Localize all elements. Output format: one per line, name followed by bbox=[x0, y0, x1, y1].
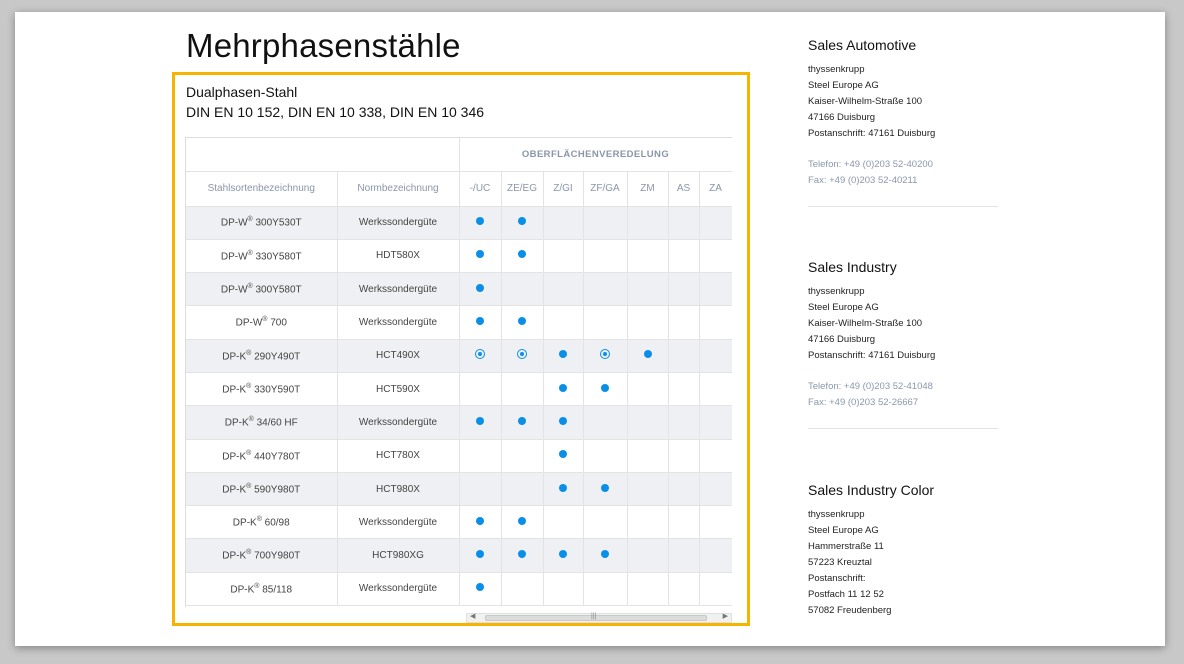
available-dot-icon bbox=[476, 217, 484, 225]
section-title: Dualphasen-Stahl bbox=[186, 84, 298, 100]
coating-cell bbox=[627, 472, 668, 505]
address-line: Postanschrift: 47161 Duisburg bbox=[808, 350, 936, 361]
coating-cell bbox=[501, 206, 543, 239]
coating-cell bbox=[459, 206, 501, 239]
column-header: Normbezeichnung bbox=[337, 171, 459, 206]
coating-cell bbox=[627, 372, 668, 405]
coating-cell bbox=[668, 572, 699, 605]
address-line: Kaiser-Wilhelm-Straße 100 bbox=[808, 96, 923, 107]
column-header: ZA bbox=[699, 171, 732, 206]
coating-cell bbox=[583, 239, 627, 272]
available-dot-icon bbox=[518, 417, 526, 425]
column-header: Stahlsortenbezeichnung bbox=[186, 171, 337, 206]
coating-cell bbox=[583, 306, 627, 339]
coating-cell bbox=[699, 506, 732, 539]
norm-cell: HCT490X bbox=[337, 339, 459, 372]
coating-cell bbox=[501, 572, 543, 605]
coating-cell bbox=[627, 439, 668, 472]
available-dot-icon bbox=[601, 550, 609, 558]
address-line: Postanschrift: 47161 Duisburg bbox=[808, 128, 936, 139]
coating-cell bbox=[459, 572, 501, 605]
coating-cell bbox=[668, 539, 699, 572]
coating-cell bbox=[459, 506, 501, 539]
address-line: Hammerstraße 11 bbox=[808, 541, 884, 552]
sales-industry-title: Sales Industry bbox=[808, 259, 897, 275]
coating-cell bbox=[627, 406, 668, 439]
coating-cell bbox=[501, 239, 543, 272]
coating-cell bbox=[459, 306, 501, 339]
address-line: Steel Europe AG bbox=[808, 302, 879, 313]
coating-cell bbox=[699, 306, 732, 339]
coating-cell bbox=[668, 273, 699, 306]
coating-cell bbox=[699, 273, 732, 306]
coating-cell bbox=[699, 572, 732, 605]
available-dot-icon bbox=[518, 550, 526, 558]
address-line: Kaiser-Wilhelm-Straße 100 bbox=[808, 318, 923, 329]
available-dot-icon bbox=[559, 550, 567, 558]
norm-cell: Werkssondergüte bbox=[337, 306, 459, 339]
coating-cell bbox=[543, 372, 583, 405]
sales-industry-color-card bbox=[808, 482, 998, 619]
coating-cell bbox=[543, 206, 583, 239]
available-dot-icon bbox=[518, 517, 526, 525]
fax-text: Fax: +49 (0)203 52-40211 bbox=[808, 175, 918, 186]
address-line: 57082 Freudenberg bbox=[808, 605, 892, 616]
available-dot-icon bbox=[559, 484, 567, 492]
available-dot-icon bbox=[476, 417, 484, 425]
column-header: ZF/GA bbox=[583, 171, 627, 206]
scroll-left-arrow-icon[interactable]: ◀ bbox=[470, 613, 476, 620]
available-dot-icon bbox=[559, 450, 567, 458]
available-dot-icon bbox=[559, 384, 567, 392]
table-row bbox=[186, 339, 732, 372]
norm-cell: HCT980XG bbox=[337, 539, 459, 572]
coating-cell bbox=[627, 339, 668, 372]
table-row bbox=[186, 206, 732, 239]
coating-cell bbox=[627, 206, 668, 239]
available-dot-icon bbox=[476, 550, 484, 558]
coating-cell bbox=[583, 506, 627, 539]
available-dot-icon bbox=[644, 350, 652, 358]
coating-cell bbox=[583, 439, 627, 472]
steel-grade-cell: DP-W® 700 bbox=[186, 306, 337, 339]
coating-cell bbox=[459, 273, 501, 306]
sidebar-divider bbox=[808, 428, 998, 429]
coating-cell bbox=[627, 539, 668, 572]
coating-cell bbox=[583, 273, 627, 306]
steel-grade-cell: DP-K® 60/98 bbox=[186, 506, 337, 539]
coating-cell bbox=[699, 206, 732, 239]
coating-cell bbox=[668, 372, 699, 405]
coating-cell bbox=[543, 273, 583, 306]
steel-grade-cell: DP-W® 300Y530T bbox=[186, 206, 337, 239]
table-row bbox=[186, 306, 732, 339]
norm-cell: Werkssondergüte bbox=[337, 406, 459, 439]
steel-table-container[interactable] bbox=[185, 137, 732, 607]
column-header: AS bbox=[668, 171, 699, 206]
norm-cell: HDT580X bbox=[337, 239, 459, 272]
optional-ring-icon bbox=[600, 349, 610, 359]
available-dot-icon bbox=[476, 583, 484, 591]
address-line: thyssenkrupp bbox=[808, 64, 865, 75]
norm-cell: Werkssondergüte bbox=[337, 206, 459, 239]
table-row bbox=[186, 572, 732, 605]
steel-grade-cell: DP-K® 290Y490T bbox=[186, 339, 337, 372]
coating-cell bbox=[501, 406, 543, 439]
sales-automotive-title: Sales Automotive bbox=[808, 37, 917, 53]
coating-cell bbox=[543, 572, 583, 605]
column-header: ZM bbox=[627, 171, 668, 206]
phone-link[interactable]: Telefon: +49 (0)203 52-41048 bbox=[808, 381, 933, 392]
column-header: -/UC bbox=[459, 171, 501, 206]
coating-cell bbox=[668, 206, 699, 239]
coating-cell bbox=[543, 306, 583, 339]
section-norms: DIN EN 10 152, DIN EN 10 338, DIN EN 10 346 bbox=[186, 104, 485, 120]
coating-cell bbox=[699, 472, 732, 505]
coating-cell bbox=[668, 239, 699, 272]
coating-cell bbox=[501, 273, 543, 306]
coating-cell bbox=[668, 339, 699, 372]
address-line: 47166 Duisburg bbox=[808, 112, 876, 123]
scroll-right-arrow-icon[interactable]: ▶ bbox=[722, 613, 728, 620]
steel-grade-cell: DP-K® 34/60 HF bbox=[186, 406, 337, 439]
coating-cell bbox=[459, 239, 501, 272]
coating-cell bbox=[699, 239, 732, 272]
fax-text: Fax: +49 (0)203 52-26667 bbox=[808, 397, 919, 408]
available-dot-icon bbox=[559, 350, 567, 358]
coating-cell bbox=[699, 372, 732, 405]
address-line: Postfach 11 12 52 bbox=[808, 589, 884, 600]
address-line: Steel Europe AG bbox=[808, 80, 879, 91]
coating-cell bbox=[583, 339, 627, 372]
scroll-thumb[interactable] bbox=[485, 615, 707, 621]
steel-grade-cell: DP-W® 330Y580T bbox=[186, 239, 337, 272]
address-line: thyssenkrupp bbox=[808, 286, 865, 297]
optional-ring-icon bbox=[475, 349, 485, 359]
norm-cell: Werkssondergüte bbox=[337, 506, 459, 539]
coating-cell bbox=[583, 372, 627, 405]
coating-cell bbox=[583, 406, 627, 439]
available-dot-icon bbox=[518, 217, 526, 225]
sales-automotive-card bbox=[808, 37, 998, 189]
sales-industry-card bbox=[808, 259, 998, 411]
available-dot-icon bbox=[559, 417, 567, 425]
available-dot-icon bbox=[476, 517, 484, 525]
coating-cell bbox=[501, 439, 543, 472]
horizontal-scrollbar[interactable] bbox=[466, 613, 732, 623]
coating-cell bbox=[501, 372, 543, 405]
coating-cell bbox=[627, 506, 668, 539]
coating-cell bbox=[583, 572, 627, 605]
coating-cell bbox=[543, 506, 583, 539]
coating-cell bbox=[501, 339, 543, 372]
coating-cell bbox=[459, 539, 501, 572]
page-title: Mehrphasenstähle bbox=[186, 27, 461, 64]
coating-cell bbox=[627, 239, 668, 272]
coating-cell bbox=[501, 472, 543, 505]
steel-grade-cell: DP-K® 700Y980T bbox=[186, 539, 337, 572]
table-row bbox=[186, 406, 732, 439]
available-dot-icon bbox=[476, 250, 484, 258]
coating-cell bbox=[627, 572, 668, 605]
coating-cell bbox=[459, 339, 501, 372]
coating-cell bbox=[459, 372, 501, 405]
coating-cell bbox=[501, 539, 543, 572]
coating-cell bbox=[459, 472, 501, 505]
coating-cell bbox=[459, 406, 501, 439]
coating-cell bbox=[543, 406, 583, 439]
available-dot-icon bbox=[518, 250, 526, 258]
coating-cell bbox=[668, 439, 699, 472]
table-row bbox=[186, 372, 732, 405]
coating-cell bbox=[699, 339, 732, 372]
coating-cell bbox=[668, 472, 699, 505]
coating-cell bbox=[501, 506, 543, 539]
coating-cell bbox=[668, 306, 699, 339]
address-line: Steel Europe AG bbox=[808, 525, 879, 536]
norm-cell: HCT590X bbox=[337, 372, 459, 405]
coating-cell bbox=[543, 439, 583, 472]
steel-grade-cell: DP-K® 590Y980T bbox=[186, 472, 337, 505]
available-dot-icon bbox=[601, 384, 609, 392]
coating-cell bbox=[583, 206, 627, 239]
coating-cell bbox=[699, 439, 732, 472]
norm-cell: Werkssondergüte bbox=[337, 572, 459, 605]
table-row bbox=[186, 273, 732, 306]
coating-cell bbox=[583, 539, 627, 572]
table-row bbox=[186, 239, 732, 272]
coating-cell bbox=[459, 439, 501, 472]
norm-cell: HCT780X bbox=[337, 439, 459, 472]
address-line: 47166 Duisburg bbox=[808, 334, 876, 345]
column-header: ZE/EG bbox=[501, 171, 543, 206]
address-line: thyssenkrupp bbox=[808, 509, 865, 520]
sales-industry-color-title: Sales Industry Color bbox=[808, 482, 935, 498]
column-header: Z/GI bbox=[543, 171, 583, 206]
coating-cell bbox=[501, 306, 543, 339]
available-dot-icon bbox=[476, 317, 484, 325]
coating-cell bbox=[583, 472, 627, 505]
steel-table bbox=[186, 138, 732, 606]
address-line: 57223 Kreuztal bbox=[808, 557, 872, 568]
coating-cell bbox=[543, 539, 583, 572]
coating-cell bbox=[699, 406, 732, 439]
table-row bbox=[186, 472, 732, 505]
table-row bbox=[186, 539, 732, 572]
table-row bbox=[186, 439, 732, 472]
steel-grade-cell: DP-K® 85/118 bbox=[186, 572, 337, 605]
sidebar-divider bbox=[808, 206, 998, 207]
coating-cell bbox=[699, 539, 732, 572]
optional-ring-icon bbox=[517, 349, 527, 359]
table-row bbox=[186, 506, 732, 539]
coating-cell bbox=[668, 406, 699, 439]
steel-grade-cell: DP-K® 330Y590T bbox=[186, 372, 337, 405]
available-dot-icon bbox=[601, 484, 609, 492]
norm-cell: HCT980X bbox=[337, 472, 459, 505]
available-dot-icon bbox=[476, 284, 484, 292]
address-line: Postanschrift: bbox=[808, 573, 866, 584]
coating-cell bbox=[627, 273, 668, 306]
steel-grade-cell: DP-W® 300Y580T bbox=[186, 273, 337, 306]
coating-cell bbox=[543, 239, 583, 272]
grip-icon: ||| bbox=[591, 613, 597, 620]
norm-cell: Werkssondergüte bbox=[337, 273, 459, 306]
coating-cell bbox=[627, 306, 668, 339]
steel-grade-cell: DP-K® 440Y780T bbox=[186, 439, 337, 472]
phone-link[interactable]: Telefon: +49 (0)203 52-40200 bbox=[808, 159, 933, 170]
coating-cell bbox=[543, 472, 583, 505]
coating-cell bbox=[543, 339, 583, 372]
group-header-empty bbox=[186, 138, 459, 171]
coating-cell bbox=[668, 506, 699, 539]
group-header-surface: OBERFLÄCHENVEREDELUNG bbox=[459, 138, 732, 171]
available-dot-icon bbox=[518, 317, 526, 325]
